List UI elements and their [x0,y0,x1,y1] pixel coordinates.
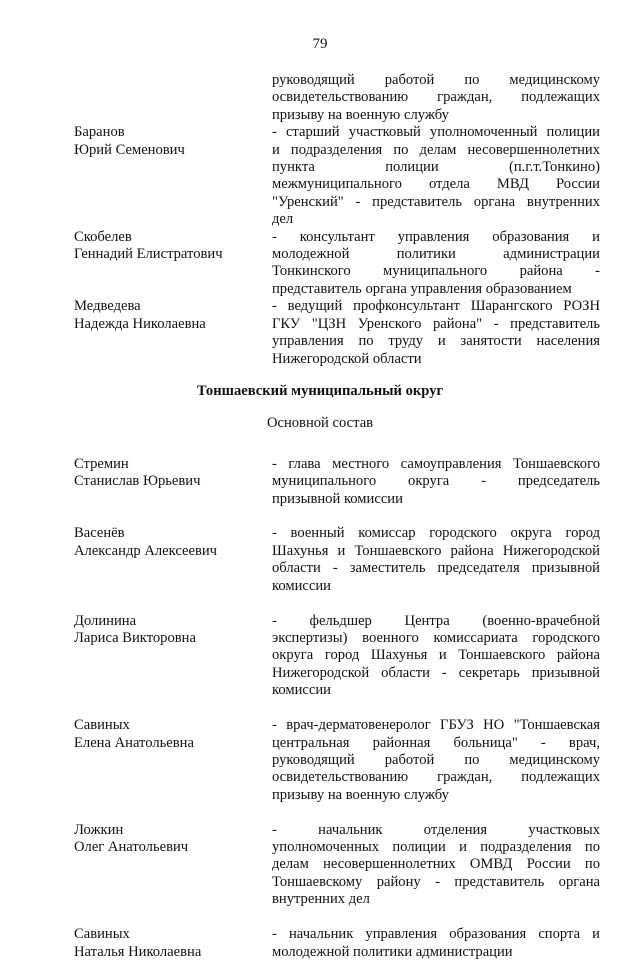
role-line: уполномоченных полиции и подразделения по [272,839,600,856]
member-role [272,613,600,700]
role-line: Нижегородской области [272,350,422,367]
member-surname: Скобелев [74,228,132,245]
member-name [74,525,272,560]
commission-member [74,717,600,804]
member-role [272,229,600,299]
commission-member [74,613,600,700]
role-line: призыву на военную службу [272,106,449,123]
member-given-names: Лариса Викторовна [74,629,196,646]
role-line: и подразделения по делам несовершеннолетних [272,141,600,158]
member-name [74,456,272,491]
role-line: освидетельствованию граждан, подлежащих [272,769,600,786]
role-line: - консультант управления образования и [272,228,600,245]
member-role [272,456,600,508]
commission-member [74,456,600,508]
role-line: - врач-дерматовенеролог ГБУЗ НО "Тоншаевская [272,717,600,734]
entry-spacer [74,700,600,718]
role-line: - начальник управления образования спорта и [272,926,600,943]
role-line: Шахунья и Тоншаевского района Нижегородской [272,542,600,559]
role-line: внутренних дел [272,891,370,908]
entry-spacer [74,804,600,822]
role-line: освидетельствованию граждан, подлежащих [272,89,600,106]
section-title: Тоншаевский муниципальный округ [196,382,444,399]
member-given-names: Елена Анатольевна [74,734,194,751]
member-role [272,717,600,804]
member-given-names: Станислав Юрьевич [74,473,201,490]
member-surname: Стремин [74,455,129,472]
role-line: - военный комиссар городского округа город [272,525,600,542]
role-line: комиссии [272,682,331,699]
role-line: области - заместитель председателя призывной [272,560,600,577]
role-line: - ведущий профконсультант Шарангского РОЗН [272,298,600,315]
member-given-names: Надежда Николаевна [74,315,206,332]
role-line: делам несовершеннолетних ОМВД России по [272,856,600,873]
member-name [74,298,272,333]
role-line: управления по труду и занятости населения [272,333,600,350]
member-name [74,717,272,752]
entry-spacer [74,909,600,927]
member-name [74,822,272,857]
role-line: - старший участковый уполномоченный полиции [272,124,600,141]
member-surname: Васенёв [74,525,125,542]
role-line: - глава местного самоуправления Тоншаевского [272,455,600,472]
role-line: пункта полиции (п.г.т.Тонкино) [272,159,600,176]
member-given-names: Геннадий Елистратович [74,246,223,263]
role-line: призывной комиссии [272,490,403,507]
commission-member [74,229,600,299]
member-surname: Баранов [74,124,125,141]
role-line: комиссии [272,577,331,594]
member-role [272,124,600,228]
role-line: руководящий работой по медицинскому [272,72,600,88]
role-line: экспертизы) военного комиссариата городского [272,629,600,646]
role-line: Тонкинского муниципального района - [272,263,600,280]
member-surname: Савиных [74,717,130,734]
commission-member [74,926,600,961]
role-line: призыву на военную службу [272,786,449,803]
role-line: "Уренский" - представитель органа внутренних [272,193,600,210]
member-name [74,926,272,961]
role-line: межмуниципального отдела МВД России [272,176,600,193]
member-role [272,525,600,595]
commission-member [74,525,600,595]
member-given-names: Александр Алексеевич [74,542,218,559]
role-line: молодежной политики администрации [272,943,513,960]
role-line: округа город Шахунья и Тоншаевского района [272,647,600,664]
role-line: ГКУ "ЦЗН Уренского района" - представитель [272,315,600,332]
page-number: 79 [312,36,328,52]
role-line: представитель органа управления образованием [272,280,572,297]
subsection-title: Основной состав [266,415,374,432]
commission-member [74,124,600,228]
document-body [74,72,600,961]
role-line: муниципального округа - председатель [272,473,600,490]
section-heading-wrap [0,383,640,433]
commission-list-top [74,72,600,368]
member-surname: Медведева [74,298,141,315]
role-line: молодежной политики администрации [272,246,600,263]
entry-spacer [74,595,600,613]
member-surname: Долинина [74,612,137,629]
commission-member [74,298,600,368]
member-given-names: Наталья Николаевна [74,943,202,960]
commission-list-main [74,456,600,961]
role-line: - фельдшер Центра (военно-врачебной [272,612,600,629]
role-line: Тоншаевскому району - представитель органа [272,873,600,890]
commission-member [74,72,600,124]
member-surname: Савиных [74,926,130,943]
role-line: дел [272,211,294,228]
member-given-names: Юрий Семенович [74,141,185,158]
member-role [272,298,600,368]
member-name [74,229,272,264]
member-role [272,822,600,909]
role-line: - начальник отделения участковых [272,821,600,838]
role-line: руководящий работой по медицинскому [272,751,600,768]
commission-member [74,822,600,909]
member-surname: Ложкин [74,821,124,838]
member-name [74,124,272,159]
member-role [272,72,600,124]
role-line: Нижегородской области - секретарь призывной [272,664,600,681]
role-line: центральная районная больница" - врач, [272,734,600,751]
member-name [74,613,272,648]
entry-spacer [74,508,600,526]
member-role [272,926,600,961]
member-given-names: Олег Анатольевич [74,839,189,856]
